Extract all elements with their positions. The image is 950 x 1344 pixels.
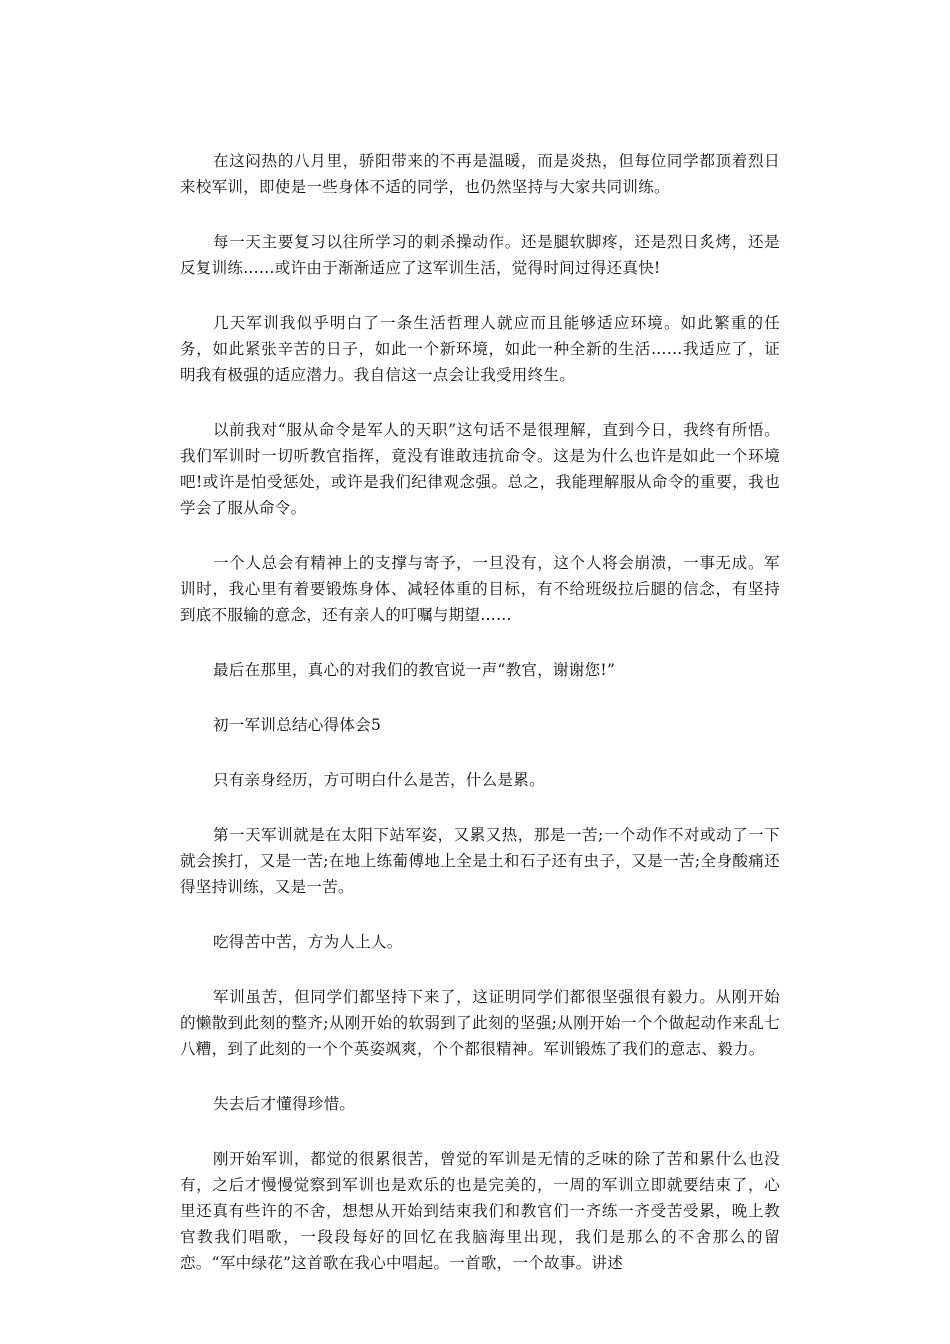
paragraph-1: 在这闷热的八月里，骄阳带来的不再是温暖，而是炎热，但每位同学都顶着烈日来校军训，即使是一些身体不适的同学，也仍然坚持与大家共同训练。 [180,152,780,196]
paragraph-11: 失去后才懂得珍惜。 [213,1095,356,1113]
document-page [180,148,780,1305]
paragraph-5: 一个人总会有精神上的支撑与寄予，一旦没有，这个人将会崩溃，一事无成。军训时，我心里有着要锻炼身体、减轻体重的目标，有不给班级拉后腿的信念，有坚持到底不服输的意念，还有亲人的叮嘱与期望…… [180,554,780,624]
paragraph-12: 刚开始军训，都觉的很累很苦，曾觉的军训是无情的乏味的除了苦和累什么也没有，之后才慢慢觉察到军训也是欢乐的也是完美的，一周的军训立即就要结束了，心里还真有些许的不舍，想想从开始到结束我们和教官们一齐练一齐受苦受累，晚上教官教我们唱歌，一段段每好的回忆在我脑海里出现，我们是那么的不舍那么的留恋。“军中绿花”这首歌在我心中唱起。一首歌，一个故事。讲述 [180,1150,780,1272]
paragraph-3: 几天军训我似乎明白了一条生活哲理人就应而且能够适应环境。如此繁重的任务，如此紧张辛苦的日子，如此一个新环境，如此一种全新的生活……我适应了，证明我有极强的适应潜力。我自信这一点会让我受用终生。 [180,314,780,384]
paragraph-8: 第一天军训就是在太阳下站军姿，又累又热，那是一苦;一个动作不对或动了一下就会挨打，又是一苦;在地上练葡傅地上全是土和石子还有虫子，又是一苦;全身酸痛还得坚持训练，又是一苦。 [180,826,780,896]
section-heading: 初一军训总结心得体会5 [213,716,382,734]
paragraph-2: 每一天主要复习以往所学习的刺杀操动作。还是腿软脚疼，还是烈日炙烤，还是反复训练……或许由于渐渐适应了这军训生活，觉得时间过得还真快! [180,233,780,277]
paragraph-7: 只有亲身经历，方可明白什么是苦，什么是累。 [213,771,545,789]
paragraph-10: 军训虽苦，但同学们都坚持下来了，这证明同学们都很坚强很有毅力。从刚开始的懒散到此刻的整齐;从刚开始的软弱到了此刻的坚强;从刚开始一个个做起动作来乱七八糟，到了此刻的一个个英姿飒爽，个个都很精神。军训锻炼了我们的意志、毅力。 [180,988,780,1058]
paragraph-4: 以前我对“服从命令是军人的天职”这句话不是很理解，直到今日，我终有所悟。我们军训时一切听教官指挥，竟没有谁敢违抗命令。这是为什么也许是如此一个环境吧!或许是怕受惩处，或许是我们纪律观念强。总之，我能理解服从命令的重要，我也学会了服从命令。 [180,421,780,517]
paragraph-6: 最后在那里，真心的对我们的教官说一声“教官，谢谢您!” [213,661,616,679]
paragraph-9: 吃得苦中苦，方为人上人。 [213,933,403,951]
